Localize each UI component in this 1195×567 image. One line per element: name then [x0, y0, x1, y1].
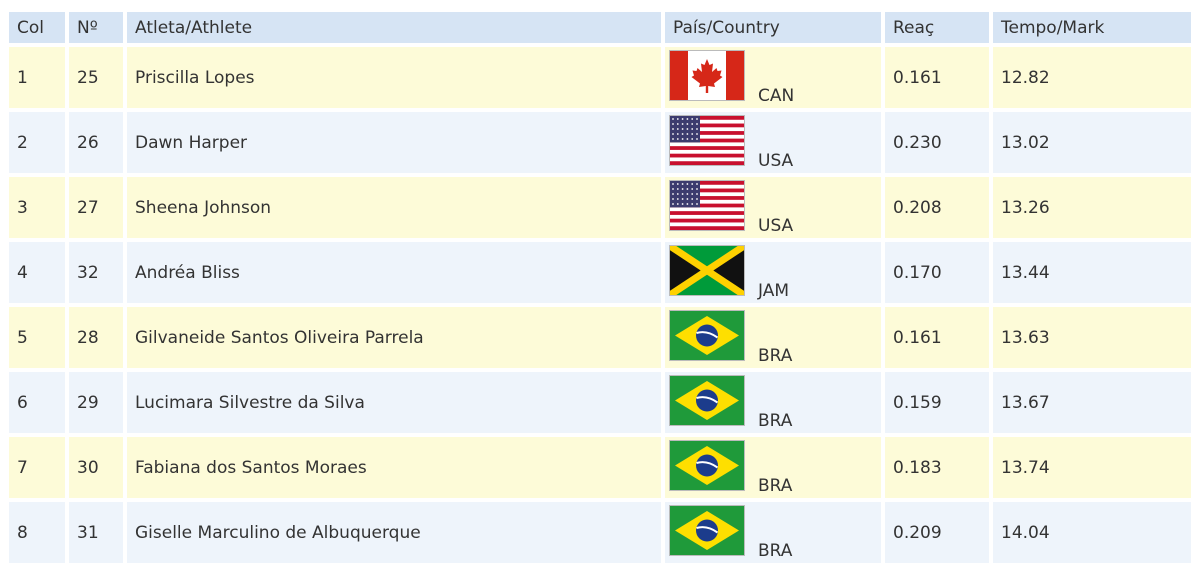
reaction-time-cell: 0.183 — [885, 437, 989, 498]
reaction-time-cell: 0.208 — [885, 177, 989, 238]
reaction-time-cell: 0.159 — [885, 372, 989, 433]
athlete-name-cell: Sheena Johnson — [127, 177, 661, 238]
country-code: BRA — [758, 541, 793, 561]
reaction-time-cell: 0.161 — [885, 307, 989, 368]
athlete-name-cell: Gilvaneide Santos Oliveira Parrela — [127, 307, 661, 368]
country-cell — [665, 112, 881, 173]
header-mark: Tempo/Mark — [993, 12, 1191, 43]
reaction-time-cell: 0.170 — [885, 242, 989, 303]
country-code: USA — [758, 151, 794, 171]
country-cell — [665, 177, 881, 238]
table-row — [9, 177, 1191, 238]
table-row — [9, 437, 1191, 498]
bib-number-cell: 25 — [69, 47, 123, 108]
country-code: BRA — [758, 346, 793, 366]
position-cell: 3 — [9, 177, 65, 238]
country-code: JAM — [758, 281, 790, 301]
mark-cell: 12.82 — [993, 47, 1191, 108]
position-cell: 1 — [9, 47, 65, 108]
mark-cell: 13.67 — [993, 372, 1191, 433]
reaction-time-cell: 0.161 — [885, 47, 989, 108]
mark-cell: 13.63 — [993, 307, 1191, 368]
country-code: BRA — [758, 476, 793, 496]
bra-flag-icon — [670, 376, 744, 425]
position-cell: 2 — [9, 112, 65, 173]
athlete-name-cell: Fabiana dos Santos Moraes — [127, 437, 661, 498]
header-row — [9, 12, 1191, 43]
usa-flag-svg — [670, 116, 744, 165]
mark-cell: 13.44 — [993, 242, 1191, 303]
mark-cell: 13.02 — [993, 112, 1191, 173]
reaction-time-cell: 0.209 — [885, 502, 989, 563]
position-cell: 5 — [9, 307, 65, 368]
brazil-flag-svg — [670, 506, 744, 555]
bra-flag-icon — [670, 441, 744, 490]
bib-number-cell: 29 — [69, 372, 123, 433]
country-cell — [665, 242, 881, 303]
brazil-flag-svg — [670, 441, 744, 490]
country-code: BRA — [758, 411, 793, 431]
mark-cell: 14.04 — [993, 502, 1191, 563]
position-cell: 8 — [9, 502, 65, 563]
country-code: USA — [758, 216, 794, 236]
bib-number-cell: 27 — [69, 177, 123, 238]
table-row — [9, 47, 1191, 108]
bib-number-cell: 30 — [69, 437, 123, 498]
athlete-name-cell: Priscilla Lopes — [127, 47, 661, 108]
country-cell — [665, 372, 881, 433]
country-cell — [665, 502, 881, 563]
country-cell — [665, 47, 881, 108]
brazil-flag-svg — [670, 376, 744, 425]
canada-flag-svg — [670, 51, 744, 100]
country-code: CAN — [758, 86, 795, 106]
header-athlete: Atleta/Athlete — [127, 12, 661, 43]
table-row — [9, 502, 1191, 563]
usa-flag-icon — [670, 116, 744, 165]
bra-flag-icon — [670, 311, 744, 360]
results-table — [5, 8, 1195, 567]
position-cell: 6 — [9, 372, 65, 433]
header-pos: Col — [9, 12, 65, 43]
mark-cell: 13.74 — [993, 437, 1191, 498]
bib-number-cell: 32 — [69, 242, 123, 303]
table-row — [9, 307, 1191, 368]
athlete-name-cell: Andréa Bliss — [127, 242, 661, 303]
jam-flag-icon — [670, 246, 744, 295]
position-cell: 7 — [9, 437, 65, 498]
country-cell — [665, 307, 881, 368]
athlete-name-cell: Dawn Harper — [127, 112, 661, 173]
bra-flag-icon — [670, 506, 744, 555]
bib-number-cell: 31 — [69, 502, 123, 563]
usa-flag-icon — [670, 181, 744, 230]
athlete-name-cell: Lucimara Silvestre da Silva — [127, 372, 661, 433]
table-row — [9, 242, 1191, 303]
header-num: Nº — [69, 12, 123, 43]
header-country: País/Country — [665, 12, 881, 43]
jamaica-flag-svg — [670, 246, 744, 295]
header-reaction: Reaç — [885, 12, 989, 43]
bib-number-cell: 28 — [69, 307, 123, 368]
position-cell: 4 — [9, 242, 65, 303]
bib-number-cell: 26 — [69, 112, 123, 173]
table-row — [9, 372, 1191, 433]
can-flag-icon — [670, 51, 744, 100]
country-cell — [665, 437, 881, 498]
usa-flag-svg — [670, 181, 744, 230]
reaction-time-cell: 0.230 — [885, 112, 989, 173]
mark-cell: 13.26 — [993, 177, 1191, 238]
table-row — [9, 112, 1191, 173]
athlete-name-cell: Giselle Marculino de Albuquerque — [127, 502, 661, 563]
brazil-flag-svg — [670, 311, 744, 360]
